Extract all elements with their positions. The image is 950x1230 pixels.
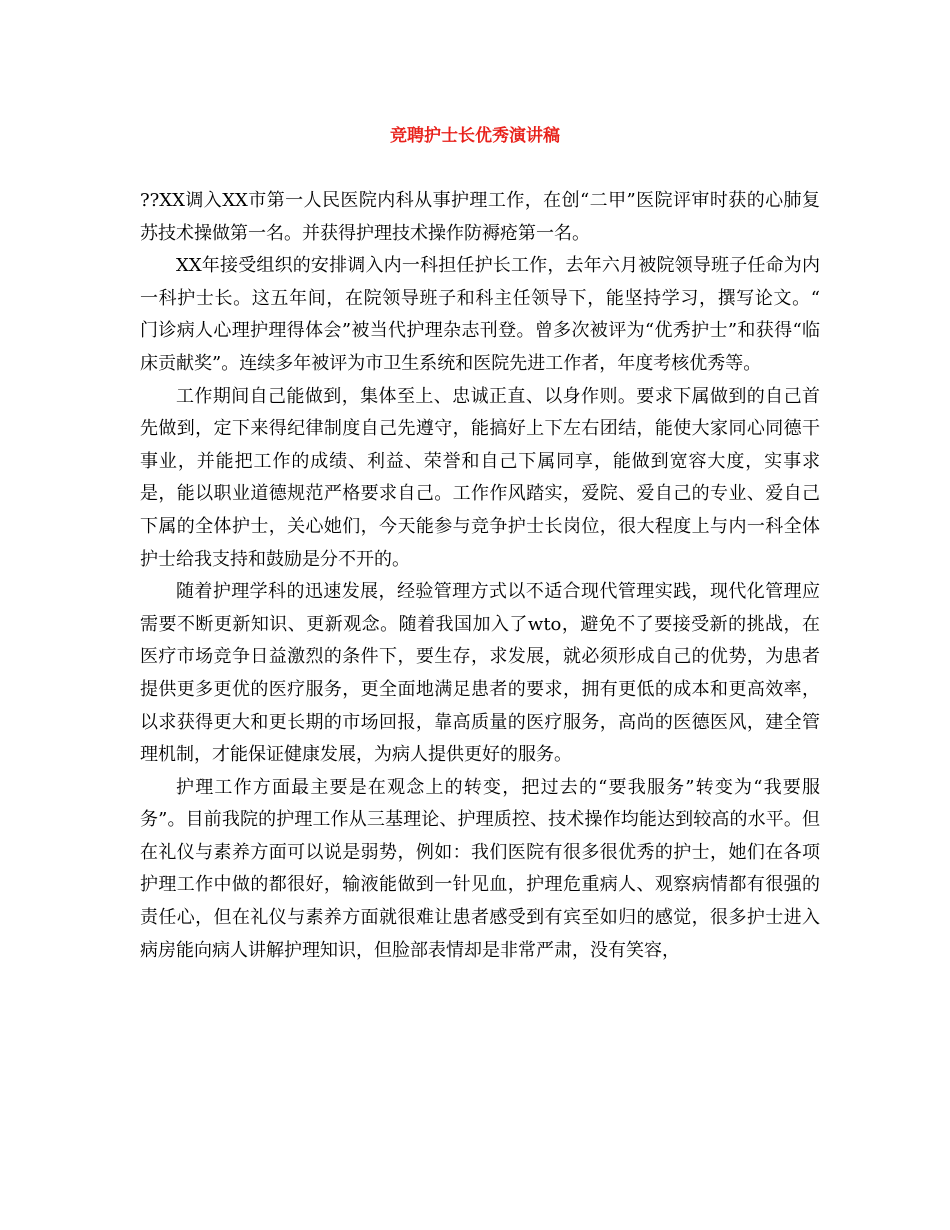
- paragraph-3: 工作期间自己能做到，集体至上、忠诚正直、以身作则。要求下属做到的自己首先做到，定下来得纪律制度自己先遵守，能搞好上下左右团结，能使大家同心同德干事业，并能把工作的成绩、利益、荣誉和自己下属同享，能做到宽容大度，实事求是，能以职业道德规范严格要求自己。工作作风踏实，爱院、爱自己的专业、爱自己下属的全体护士，关心她们，今天能参与竞争护士长岗位，很大程度上与内一科全体护士给我支持和鼓励是分不开的。: [140, 385, 820, 570]
- document-title: 竞聘护士长优秀演讲稿: [390, 126, 560, 146]
- document-body: [140, 185, 820, 967]
- paragraph-1: ??XX调入XX市第一人民医院内科从事护理工作，在创“二甲”医院评审时获的心肺复苏技术操做第一名。并获得护理技术操作防褥疮第一名。: [140, 190, 820, 244]
- paragraph-2: XX年接受组织的安排调入内一科担任护长工作，去年六月被院领导班子任命为内一科护士长。这五年间，在院领导班子和科主任领导下，能坚持学习，撰写论文。“ 门诊病人心理护理得体会”被当代护理杂志刊登。曾多次被评为“优秀护士”和获得“临床贡献奖”。连续多年被评为市卫生系统和医院先进工作者，年度考核优秀等。: [140, 255, 820, 374]
- paragraph-4: 随着护理学科的迅速发展，经验管理方式以不适合现代管理实践，现代化管理应需要不断更新知识、更新观念。随着我国加入了wto，避免不了要接受新的挑战，在医疗市场竞争日益激烈的条件下，要生存，求发展，就必须形成自己的优势，为患者提供更多更优的医疗服务，更全面地满足患者的要求，拥有更低的成本和更高效率，以求获得更大和更长期的市场回报，靠高质量的医疗服务，高尚的医德医风，建全管理机制，才能保证健康发展，为病人提供更好的服务。: [140, 581, 820, 766]
- paragraph-5: 护理工作方面最主要是在观念上的转变，把过去的“要我服务”转变为“我要服务”。目前我院的护理工作从三基理论、护理质控、技术操作均能达到较高的水平。但在礼仪与素养方面可以说是弱势，例如：我们医院有很多很优秀的护士，她们在各项护理工作中做的都很好，输液能做到一针见血，护理危重病人、观察病情都有很强的责任心，但在礼仪与素养方面就很难让患者感受到有宾至如归的感觉，很多护士进入病房能向病人讲解护理知识，但脸部表情却是非常严肃，没有笑容，: [140, 776, 820, 961]
